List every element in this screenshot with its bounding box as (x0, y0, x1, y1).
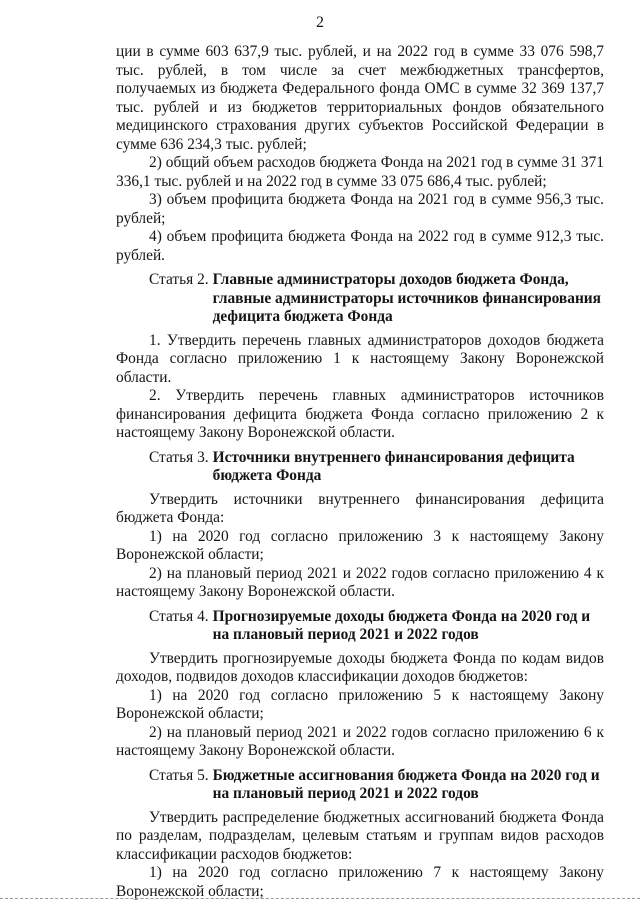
article-title: Главные администраторы доходов бюджета Фонда, главные администраторы источников финансирования дефицита бюджета Фонда (212, 271, 602, 325)
paragraph: Утвердить распределение бюджетных ассигнований бюджета Фонда по разделам, подразделам, целевым статьям и группам видов расходов классификации расходов бюджетов: (116, 808, 604, 863)
paragraph: 2) на плановый период 2021 и 2022 годов согласно приложению 4 к настоящему Закону Воронежской области. (116, 564, 604, 600)
paragraph: Утвердить источники внутреннего финансирования дефицита бюджета Фонда: (116, 490, 604, 526)
page-bottom-divider (0, 898, 640, 899)
paragraph: Утвердить прогнозируемые доходы бюджета Фонда по кодам видов доходов, подвидов доходов классификации доходов бюджетов: (116, 649, 604, 685)
paragraph: 2. Утвердить перечень главных администраторов источников финансирования дефицита бюджета Фонда согласно приложению 2 к настоящему Закону Воронежской области. (116, 387, 604, 441)
paragraph: 3) объем профицита бюджета Фонда на 2021 год в сумме 956,3 тыс. рублей; (116, 191, 604, 227)
article-title: Прогнозируемые доходы бюджета Фонда на 2020 год и на плановый период 2021 и 2022 годов (212, 607, 591, 643)
article-heading (116, 767, 604, 804)
page-number: 2 (316, 14, 324, 31)
article-label: Статья 2. (149, 271, 209, 288)
paragraph: ции в сумме 603 637,9 тыс. рублей, и на 2022 год в сумме 33 076 598,7 тыс. рублей, в том числе за счет межбюджетных трансфертов, получаемых из бюджета Федерального фонда ОМС в сумме 32 369 137,7 тыс. рублей и из бюджетов территориальных фондов обязательного медицинского страхования других субъектов Российской Федерации в сумме 636 234,3 тыс. рублей; (116, 43, 604, 153)
paragraph: 2) общий объем расходов бюджета Фонда на 2021 год в сумме 31 371 336,1 тыс. рублей и на 2022 год в сумме 33 075 686,4 тыс. рублей; (116, 154, 604, 190)
paragraph: 1) на 2020 год согласно приложению 3 к настоящему Закону Воронежской области; (116, 527, 604, 563)
article-label: Статья 4. (149, 607, 209, 625)
paragraph: 4) объем профицита бюджета Фонда на 2022 год в сумме 912,3 тыс. рублей. (116, 228, 604, 264)
article-heading (116, 271, 604, 327)
article-title: Источники внутреннего финансирования дефицита бюджета Фонда (212, 448, 575, 484)
paragraph: 2) на плановый период 2021 и 2022 годов согласно приложению 6 к настоящему Закону Воронежской области. (116, 723, 604, 759)
paragraph: 1. Утвердить перечень главных администраторов доходов бюджета Фонда согласно приложению 1 к настоящему Закону Воронежской области. (116, 331, 604, 386)
article-label: Статья 5. (149, 766, 209, 784)
article-heading (116, 608, 604, 645)
document-body (116, 43, 604, 901)
article-label: Статья 3. (149, 448, 209, 466)
article-title: Бюджетные ассигнования бюджета Фонда на 2020 год и на плановый период 2021 и 2022 годов (212, 766, 600, 802)
paragraph: 1) на 2020 год согласно приложению 5 к настоящему Закону Воронежской области; (116, 686, 604, 722)
article-heading (116, 449, 604, 486)
paragraph: 1) на 2020 год согласно приложению 7 к настоящему Закону Воронежской области; (116, 864, 604, 900)
